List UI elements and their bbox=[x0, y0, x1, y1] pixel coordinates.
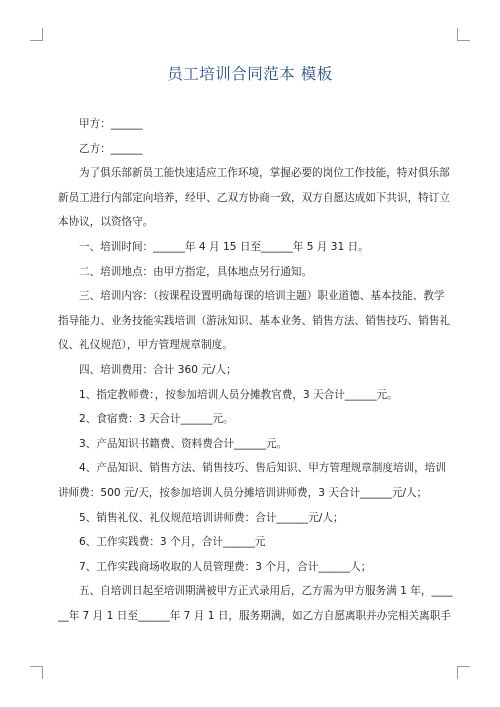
party-a-line: 甲方：______ bbox=[79, 118, 143, 130]
fee-item-2: 2、食宿费：3 天合计______元。 bbox=[79, 413, 234, 426]
document-body bbox=[58, 112, 453, 628]
clause-1-line: 一、培训时间：______年 4 月 15 日至______年 5 月 31 日。 bbox=[79, 240, 369, 253]
crop-mark-bottom-right bbox=[457, 666, 470, 679]
crop-mark-top-left bbox=[30, 28, 43, 41]
document-title: 员工培训合同范本 模板 bbox=[167, 65, 333, 83]
clause-2-line: 二、培训地点：由甲方指定，具体地点另行通知。 bbox=[79, 265, 313, 278]
fee-item-1: 1、指定教师费：，按参加培训人员分摊教官费，3 天合计______元。 bbox=[79, 388, 398, 401]
crop-mark-top-right bbox=[457, 28, 470, 41]
preamble-line: 为了俱乐部新员工能快速适应工作环境，掌握必要的岗位工作技能，特对俱乐部 bbox=[79, 167, 450, 180]
crop-mark-bottom-left bbox=[30, 666, 43, 679]
fee-item-4: 讲师费：500 元/天，按参加培训人员分摊培训讲师费，3 天合计______元/人； bbox=[58, 486, 428, 499]
clause-4-line: 四、培训费用：合计 360 元/人； bbox=[79, 363, 237, 376]
fee-item-7: 7、工作实践商场收取的人员管理费：3 个月，合计______人； bbox=[79, 560, 372, 573]
fee-item-6: 6、工作实践费：3 个月，合计______元 bbox=[79, 536, 266, 549]
fee-item-3: 3、产品知识书籍费、资料费合计______元。 bbox=[79, 437, 288, 450]
preamble-line: 新员工进行内部定向培养，经甲、乙双方协商一致，双方自愿达成如下共识，特订立 bbox=[58, 191, 450, 204]
clause-3-line: 三、培训内容：（按课程设置明确每课的培训主题）职业道德、基本技能、教学 bbox=[79, 290, 445, 303]
clause-3-line: 仪、礼仪规范），甲方管理规章制度。 bbox=[58, 339, 233, 352]
clause-5-line: 五、自培训日起至培训期满被甲方正式录用后，乙方需为甲方服务满 1 年，____ bbox=[79, 585, 453, 598]
fee-item-5: 5、销售礼仪、礼仪规范培训讲师费：合计______元/人； bbox=[79, 511, 344, 524]
clause-3-line: 指导能力、业务技能实践培训（游泳知识、基本业务、销售方法、销售技巧、销售礼 bbox=[58, 314, 450, 327]
clause-5-line: __年 7 月 1 日至______年 7 月 1 日，服务期满，如乙方自愿离职并办完相关离职手 bbox=[58, 609, 451, 622]
preamble-line: 本协议，以资恪守。 bbox=[58, 216, 154, 229]
party-b-line: 乙方：______ bbox=[79, 142, 143, 155]
fee-item-4: 4、产品知识、销售方法、销售技巧、售后知识、甲方管理规章制度培训，培训 bbox=[79, 462, 446, 475]
